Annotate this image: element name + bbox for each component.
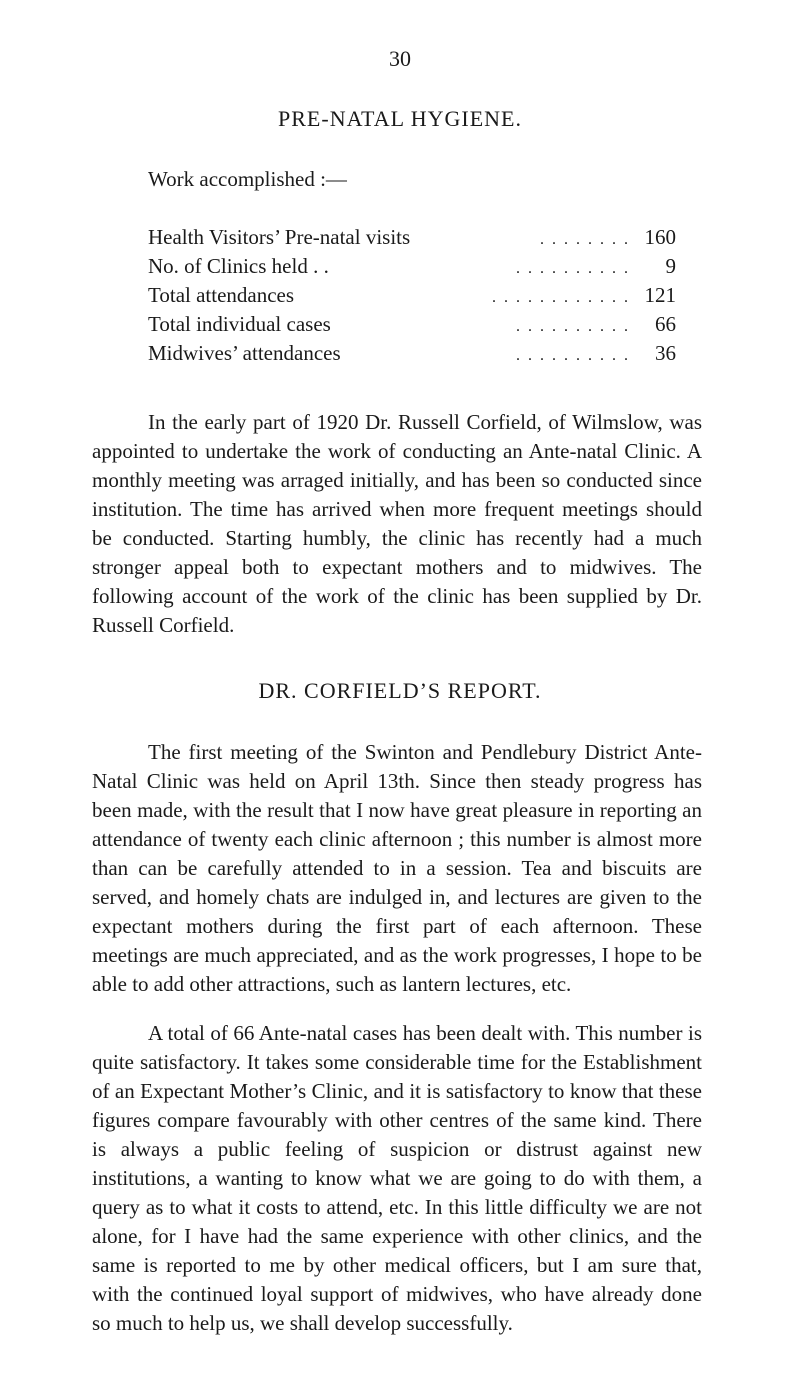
stats-value: 66 xyxy=(655,312,676,336)
report-title: DR. CORFIELD’S REPORT. xyxy=(258,678,542,703)
page-number: 30 xyxy=(389,46,411,71)
stats-value: 121 xyxy=(644,283,676,307)
stats-label: Midwives’ attendances xyxy=(148,341,341,365)
stats-value: 9 xyxy=(665,254,676,278)
stats-row-attendances xyxy=(148,283,676,312)
paragraph-first-meeting: The first meeting of the Swinton and Pendlebury District Ante-Natal Clinic was held on April 13th. Since then steady progress has been made, with the result that I now have great pleasure in reporting an attendance of twenty each clinic afternoon ; this number is almost more than can be carefully attended to in a session. Tea and biscuits are served, and homely chats are indulged in, and lectures are given to the expectant mothers during the first part of each afternoon. These meetings are much appreciated, and as the work progresses, I hope to be able to add other attractions, such as lantern lectures, etc. xyxy=(92,740,702,996)
stats-table xyxy=(148,225,676,370)
stats-label: Total individual cases xyxy=(148,312,331,336)
stats-label: No. of Clinics held . . xyxy=(148,254,329,278)
stats-value: 36 xyxy=(655,341,676,365)
leader-dots: . . . . . . . . . . . . xyxy=(492,289,630,306)
leader-dots: . . . . . . . . . . xyxy=(516,260,630,277)
leader-dots: . . . . . . . . . . xyxy=(516,318,630,335)
stats-row-visits xyxy=(148,225,676,254)
stats-row-clinics xyxy=(148,254,676,283)
stats-value: 160 xyxy=(644,225,676,249)
stats-row-midwives xyxy=(148,341,676,370)
leader-dots: . . . . . . . . . . xyxy=(516,347,630,364)
paragraph-appointment: In the early part of 1920 Dr. Russell Corfield, of Wilmslow, was appointed to undertake the work of conducting an Ante-natal Clinic. A monthly meeting was arraged initially, and has been so conducted since institution. The time has arrived when more frequent meetings should be conducted. Starting humbly, the clinic has recently had a much stronger appeal both to expectant mothers and to midwives. The following account of the work of the clinic has been supplied by Dr. Russell Corfield. xyxy=(92,410,702,637)
leader-dots: . . . . . . . . xyxy=(540,231,630,248)
intro-line: Work accomplished :— xyxy=(148,167,347,191)
paragraph-cases-total: A total of 66 Ante-natal cases has been dealt with. This number is quite satisfactory. It takes some considerable time for the Establishment of an Expectant Mother’s Clinic, and it is satisfactory to know that these figures compare favourably with other centres of the same kind. There is always a public feeling of suspicion or distrust against new institutions, a wanting to know what we are going to do with them, a query as to what it costs to attend, etc. In this little difficulty we are not alone, for I have had the same experience with other clinics, and the same is reported to me by other medical officers, but I am sure that, with the continued loyal support of midwives, who have already done so much to help us, we shall develop successfully. xyxy=(92,1021,702,1335)
stats-label: Total attendances xyxy=(148,283,295,307)
section-title: PRE-NATAL HYGIENE. xyxy=(278,106,522,131)
stats-row-individual-cases xyxy=(148,312,676,341)
stats-label: Health Visitors’ Pre-natal visits xyxy=(148,225,411,249)
